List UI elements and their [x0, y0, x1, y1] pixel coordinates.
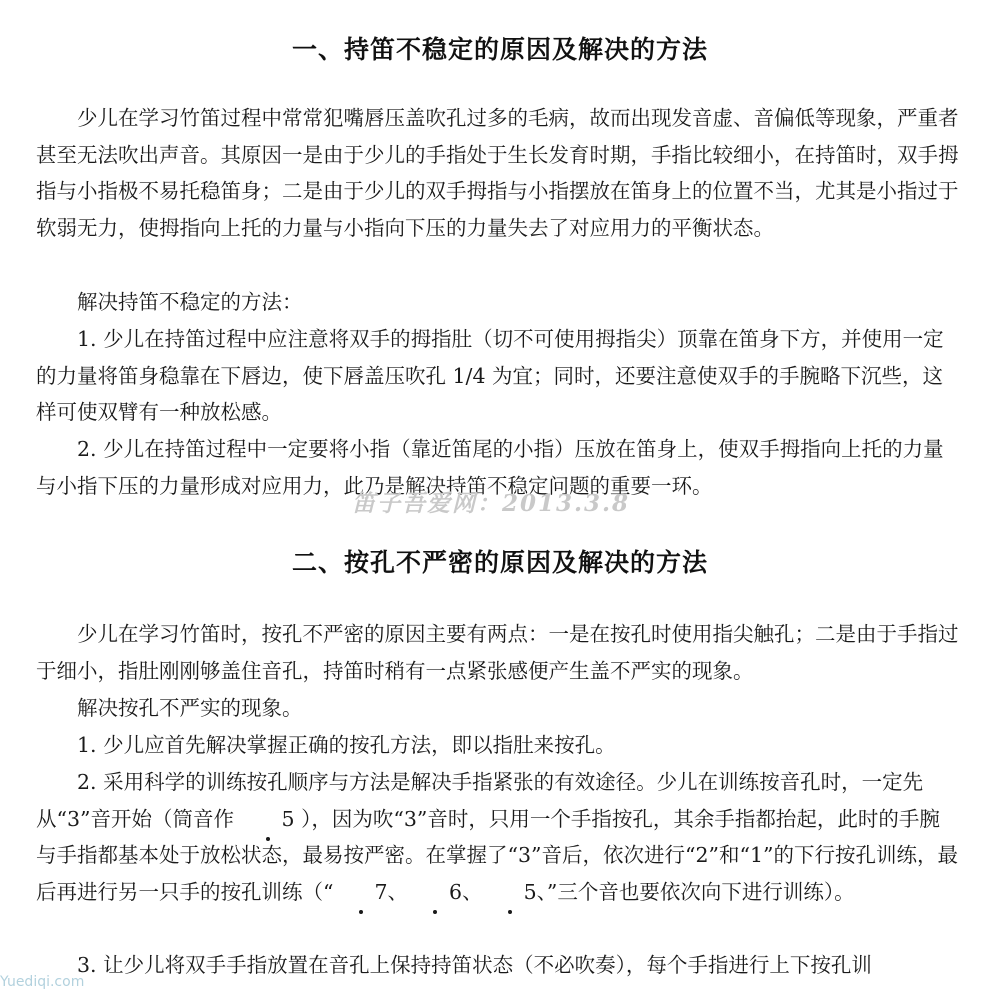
paragraph-text: 、”三个音也要依次向下进行训练）。	[536, 879, 855, 904]
section-1-paragraph-1: 少儿在学习竹笛过程中常常犯嘴唇压盖吹孔过多的毛病，故而出现发音虚、音偏低等现象，严重者甚至无法吹出声音。其原因一是由于少儿的手指处于生长发育时期，手指比较细小，在持笛时，双手拇指与小指极不易托稳笛身；二是由于少儿的双手拇指与小指摆放在笛身上的位置不当，尤其是小指过于软弱无力，使拇指向上托的力量与小指向下压的力量失去了对应用力的平衡状态。	[36, 106, 959, 240]
section-2-paragraph-3: 1. 少儿应首先解决掌握正确的按孔方法，即以指肚来按孔。	[77, 733, 616, 757]
section-2-title: 二、按孔不严密的原因及解决的方法	[291, 548, 708, 577]
section-2-paragraph-2: 解决按孔不严实的现象。	[77, 696, 303, 720]
jianpu-note-6-low: 6	[408, 874, 462, 911]
jianpu-note-5-low: 5	[483, 874, 537, 911]
section-2-paragraph-4	[36, 764, 960, 910]
separator: 、	[387, 879, 409, 904]
section-1-paragraph-4: 2. 少儿在持笛过程中一定要将小指（靠近笛尾的小指）压放在笛身上，使双手拇指向上托的力量与小指下压的力量形成对应用力，此乃是解决持笛不稳定问题的重要一环。	[36, 437, 944, 498]
paragraph-text: 2. 采用科学的训练按孔顺序与方法是解决手指紧张的有效途径。少儿在训练按音孔时，一定先从“3”音开始（筒音作	[36, 770, 924, 831]
watermark-text: 笛子吾爱网：2013.3.8	[352, 490, 631, 517]
site-watermark: Yuediqi.com	[0, 974, 85, 990]
section-2-paragraph-5: 3. 让少儿将双手手指放置在音孔上保持持笛状态（不必吹奏），每个手指进行上下按孔训	[77, 953, 872, 977]
section-2-paragraph-1: 少儿在学习竹笛时，按孔不严密的原因主要有两点：一是在按孔时使用指尖触孔；二是由于手指过于细小，指肚刚刚够盖住音孔，持笛时稍有一点紧张感便产生盖不严实的现象。	[36, 622, 959, 683]
paragraph-text: ），因为吹“3”音时，只用一个手指按孔，其余手指都抬起，此时的手腕与手指都基本处于放松状态，最易按严密。在掌握了“3”音后，依次进行“2”和“1”的下行按孔训练，最后再进行另一只手的按孔训练（“	[36, 806, 959, 904]
section-1-paragraph-3: 1. 少儿在持笛过程中应注意将双手的拇指肚（切不可使用拇指尖）顶靠在笛身下方，并使用一定的力量将笛身稳靠在下唇边，使下唇盖压吹孔 1/4 为宜；同时，还要注意使双手的手腕略下沉些，这样可使双臂有一种放松感。	[36, 327, 944, 424]
jianpu-note-7-low: 7	[333, 874, 387, 911]
jianpu-note-5-low: 5	[241, 801, 295, 838]
section-1-title: 一、持笛不稳定的原因及解决的方法	[291, 35, 708, 64]
separator: 、	[462, 879, 483, 904]
section-1-paragraph-2: 解决持笛不稳定的方法：	[77, 290, 303, 314]
